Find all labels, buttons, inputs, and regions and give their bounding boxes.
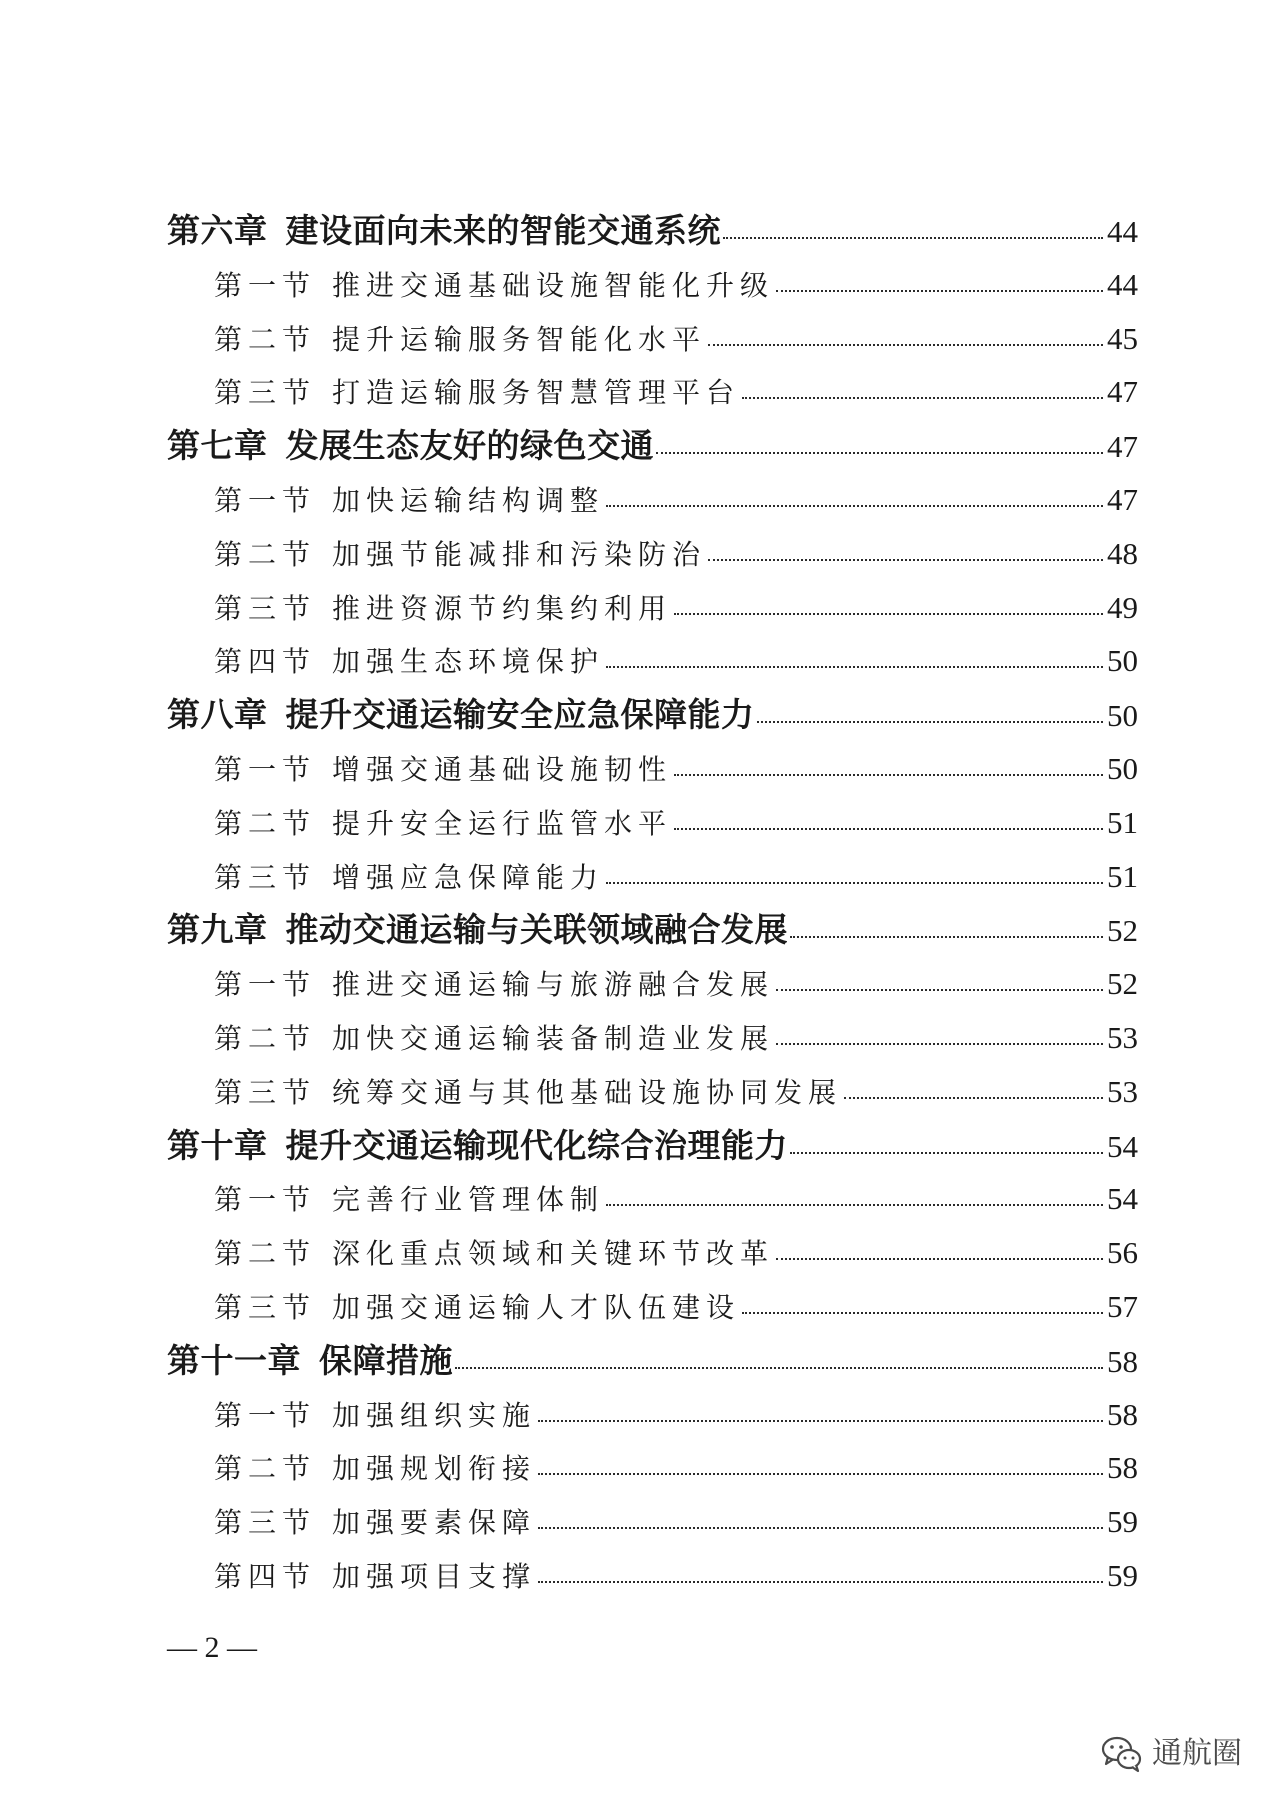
- leader-dots: [656, 452, 1103, 454]
- leader-dots: [790, 1152, 1103, 1154]
- section-title: 加强要素保障: [332, 1506, 537, 1540]
- chapter-title: 保障措施: [319, 1340, 453, 1380]
- section-title: 加快运输结构调整: [332, 483, 605, 517]
- toc-chapter-entry: [0, 1334, 1280, 1388]
- section-page-number: 51: [1107, 858, 1138, 894]
- chapter-label: 第六章: [167, 211, 268, 250]
- toc-section-entry: [0, 473, 1280, 527]
- leader-dots: [708, 559, 1103, 561]
- leader-dots: [790, 936, 1103, 938]
- toc-section-entry: [0, 1549, 1280, 1603]
- toc-section-entry: [0, 634, 1280, 688]
- section-title: 加强生态环境保护: [332, 645, 605, 679]
- leader-dots: [606, 666, 1103, 668]
- section-title: 加强交通运输人才队伍建设: [332, 1290, 741, 1324]
- leader-dots: [708, 344, 1103, 346]
- section-page-number: 51: [1107, 804, 1138, 840]
- section-page-number: 50: [1107, 750, 1138, 786]
- leader-dots: [538, 1420, 1103, 1422]
- leader-dots: [674, 774, 1103, 776]
- chapter-title: 提升交通运输安全应急保障能力: [285, 695, 755, 735]
- section-page-number: 47: [1107, 481, 1138, 517]
- section-label: 第一节: [214, 968, 317, 1002]
- section-label: 第三节: [214, 1506, 317, 1540]
- section-title: 加强组织实施: [332, 1398, 537, 1432]
- section-label: 第二节: [214, 1237, 317, 1271]
- section-title: 统筹交通与其他基础设施协同发展: [332, 1075, 843, 1109]
- chapter-page-number: 44: [1107, 214, 1138, 249]
- leader-dots: [757, 721, 1104, 723]
- section-page-number: 53: [1107, 1019, 1138, 1055]
- leader-dots: [538, 1527, 1103, 1529]
- section-label: 第二节: [214, 537, 317, 571]
- section-label: 第二节: [214, 1452, 317, 1486]
- toc-section-entry: [0, 1441, 1280, 1495]
- toc-chapter-entry: [0, 204, 1280, 258]
- section-page-number: 50: [1107, 643, 1138, 679]
- watermark: [1100, 1734, 1242, 1774]
- toc-section-entry: [0, 850, 1280, 904]
- leader-dots: [606, 882, 1103, 884]
- toc-section-entry: [0, 365, 1280, 419]
- section-page-number: 45: [1107, 320, 1138, 356]
- chapter-page-number: 52: [1107, 913, 1138, 949]
- section-title: 深化重点领域和关键环节改革: [332, 1237, 775, 1271]
- section-title: 打造运输服务智慧管理平台: [332, 376, 741, 410]
- section-title: 推进交通运输与旅游融合发展: [332, 968, 775, 1002]
- section-label: 第四节: [214, 1559, 317, 1593]
- chapter-title: 提升交通运输现代化综合治理能力: [285, 1125, 788, 1165]
- section-label: 第四节: [214, 645, 317, 679]
- section-title: 增强应急保障能力: [332, 860, 605, 894]
- chapter-label: 第七章: [167, 426, 268, 466]
- section-page-number: 57: [1107, 1288, 1138, 1324]
- chapter-title: 推动交通运输与关联领域融合发展: [285, 910, 788, 950]
- leader-dots: [776, 1258, 1103, 1260]
- chapter-page-number: 50: [1107, 698, 1138, 734]
- section-title: 加快交通运输装备制造业发展: [332, 1021, 775, 1055]
- leader-dots: [674, 828, 1103, 830]
- toc-chapter-entry: [0, 903, 1280, 957]
- section-label: 第二节: [214, 806, 317, 840]
- toc-chapter-entry: [0, 1119, 1280, 1173]
- chapter-page-number: 58: [1107, 1343, 1138, 1379]
- section-page-number: 59: [1107, 1504, 1138, 1540]
- toc-section-entry: [0, 1495, 1280, 1549]
- chapter-label: 第十一章: [167, 1340, 301, 1380]
- section-label: 第三节: [214, 1075, 317, 1109]
- section-title: 提升安全运行监管水平: [332, 806, 673, 840]
- page-footer-number: — 2 —: [167, 1631, 257, 1664]
- section-label: 第一节: [214, 1183, 317, 1217]
- toc-section-entry: [0, 527, 1280, 581]
- section-page-number: 58: [1107, 1396, 1138, 1432]
- section-page-number: 59: [1107, 1557, 1138, 1593]
- section-page-number: 53: [1107, 1073, 1138, 1109]
- chapter-label: 第八章: [167, 695, 268, 735]
- toc-section-entry: [0, 1172, 1280, 1226]
- section-label: 第二节: [214, 1021, 317, 1055]
- section-page-number: 54: [1107, 1181, 1138, 1217]
- section-label: 第三节: [214, 1290, 317, 1324]
- chapter-page-number: 54: [1107, 1128, 1138, 1164]
- section-title: 加强节能减排和污染防治: [332, 537, 707, 571]
- section-title: 推进交通基础设施智能化升级: [332, 268, 775, 302]
- toc-section-entry: [0, 742, 1280, 796]
- leader-dots: [723, 237, 1103, 239]
- toc-section-entry: [0, 1011, 1280, 1065]
- section-title: 加强项目支撑: [332, 1559, 537, 1593]
- chapter-page-number: 47: [1107, 429, 1138, 465]
- toc-chapter-entry: [0, 688, 1280, 742]
- leader-dots: [742, 397, 1103, 399]
- section-page-number: 58: [1107, 1450, 1138, 1486]
- section-title: 增强交通基础设施韧性: [332, 752, 673, 786]
- section-label: 第一节: [214, 483, 317, 517]
- section-page-number: 44: [1107, 266, 1138, 302]
- section-page-number: 52: [1107, 966, 1138, 1002]
- section-label: 第三节: [214, 376, 317, 410]
- chapter-title: 建设面向未来的智能交通系统: [285, 211, 721, 250]
- section-label: 第二节: [214, 322, 317, 356]
- wechat-icon: [1100, 1734, 1144, 1774]
- section-label: 第一节: [214, 1398, 317, 1432]
- toc-section-entry: [0, 1388, 1280, 1442]
- toc-section-entry: [0, 312, 1280, 366]
- chapter-title: 发展生态友好的绿色交通: [285, 426, 654, 466]
- leader-dots: [776, 1043, 1103, 1045]
- section-title: 提升运输服务智能化水平: [332, 322, 707, 356]
- toc-chapter-entry: [0, 419, 1280, 473]
- section-label: 第一节: [214, 752, 317, 786]
- leader-dots: [674, 613, 1103, 615]
- section-title: 推进资源节约集约利用: [332, 591, 673, 625]
- section-label: 第一节: [214, 268, 317, 302]
- section-page-number: 49: [1107, 589, 1138, 625]
- section-title: 加强规划衔接: [332, 1452, 537, 1486]
- section-label: 第三节: [214, 591, 317, 625]
- toc-section-entry: [0, 957, 1280, 1011]
- leader-dots: [538, 1581, 1103, 1583]
- section-label: 第三节: [214, 860, 317, 894]
- leader-dots: [776, 989, 1103, 991]
- toc-section-entry: [0, 581, 1280, 635]
- toc-section-entry: [0, 1280, 1280, 1334]
- leader-dots: [455, 1367, 1103, 1369]
- leader-dots: [844, 1097, 1103, 1099]
- section-page-number: 48: [1107, 535, 1138, 571]
- toc-section-entry: [0, 1226, 1280, 1280]
- section-title: 完善行业管理体制: [332, 1183, 605, 1217]
- leader-dots: [606, 505, 1103, 507]
- toc-section-entry: [0, 1065, 1280, 1119]
- watermark-text: 通航圈: [1152, 1736, 1242, 1771]
- section-page-number: 56: [1107, 1235, 1138, 1271]
- leader-dots: [776, 290, 1103, 292]
- chapter-label: 第九章: [167, 910, 268, 950]
- leader-dots: [606, 1204, 1103, 1206]
- toc-section-entry: [0, 258, 1280, 312]
- leader-dots: [742, 1312, 1103, 1314]
- chapter-label: 第十章: [167, 1125, 268, 1165]
- toc-section-entry: [0, 796, 1280, 850]
- leader-dots: [538, 1473, 1103, 1475]
- toc-list: [0, 204, 1280, 1603]
- section-page-number: 47: [1107, 374, 1138, 410]
